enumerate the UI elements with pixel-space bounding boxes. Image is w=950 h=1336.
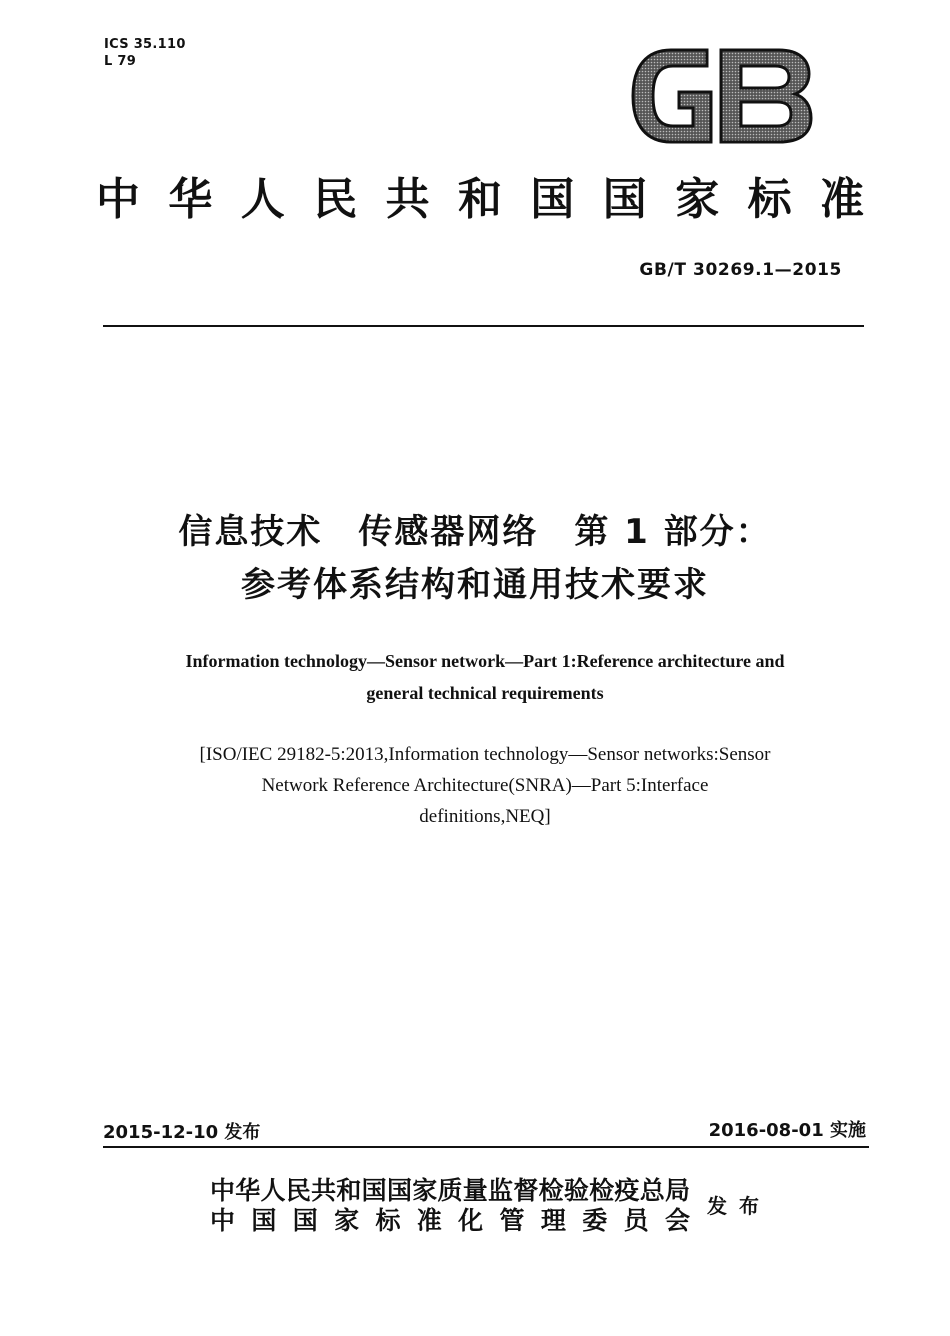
chinese-title-line-2: 参考体系结构和通用技术要求 (241, 565, 709, 605)
iso-reference-line-3: definitions,NEQ] (419, 806, 551, 827)
chinese-title-line-1: 信息技术 传感器网络 第 1 部分： (178, 512, 772, 552)
iso-reference-line-1: [ISO/IEC 29182-5:2013,Information technology—Sensor networks:Sensor (199, 744, 771, 765)
footer-divider (103, 1146, 869, 1148)
english-title-line-2: general technical requirements (366, 683, 604, 703)
header-divider (103, 325, 864, 327)
classification-codes (104, 36, 186, 70)
standard-number: GB/T 30269.1—2015 (639, 260, 842, 280)
issue-date: 2015-12-10 发布 (103, 1122, 261, 1143)
implementation-date: 2016-08-01 实施 (708, 1120, 866, 1141)
publish-label: 发布 (707, 1194, 771, 1218)
ccs-code: L 79 (104, 54, 137, 69)
ics-code: ICS 35.110 (104, 37, 186, 52)
issuer-aqsiq: 中华人民共和国国家质量监督检验检疫总局 (210, 1176, 690, 1205)
national-standard-title: 中华人民共和国国家标准 (96, 175, 866, 224)
gb-logo (629, 46, 815, 146)
iso-reference-line-2: Network Reference Architecture(SNRA)—Part 5:Interface (261, 775, 709, 796)
english-title-line-1: Information technology—Sensor network—Part 1:Reference architecture and (185, 651, 785, 671)
issuer-sac: 中国国家标准化管理委员会 (210, 1206, 690, 1235)
